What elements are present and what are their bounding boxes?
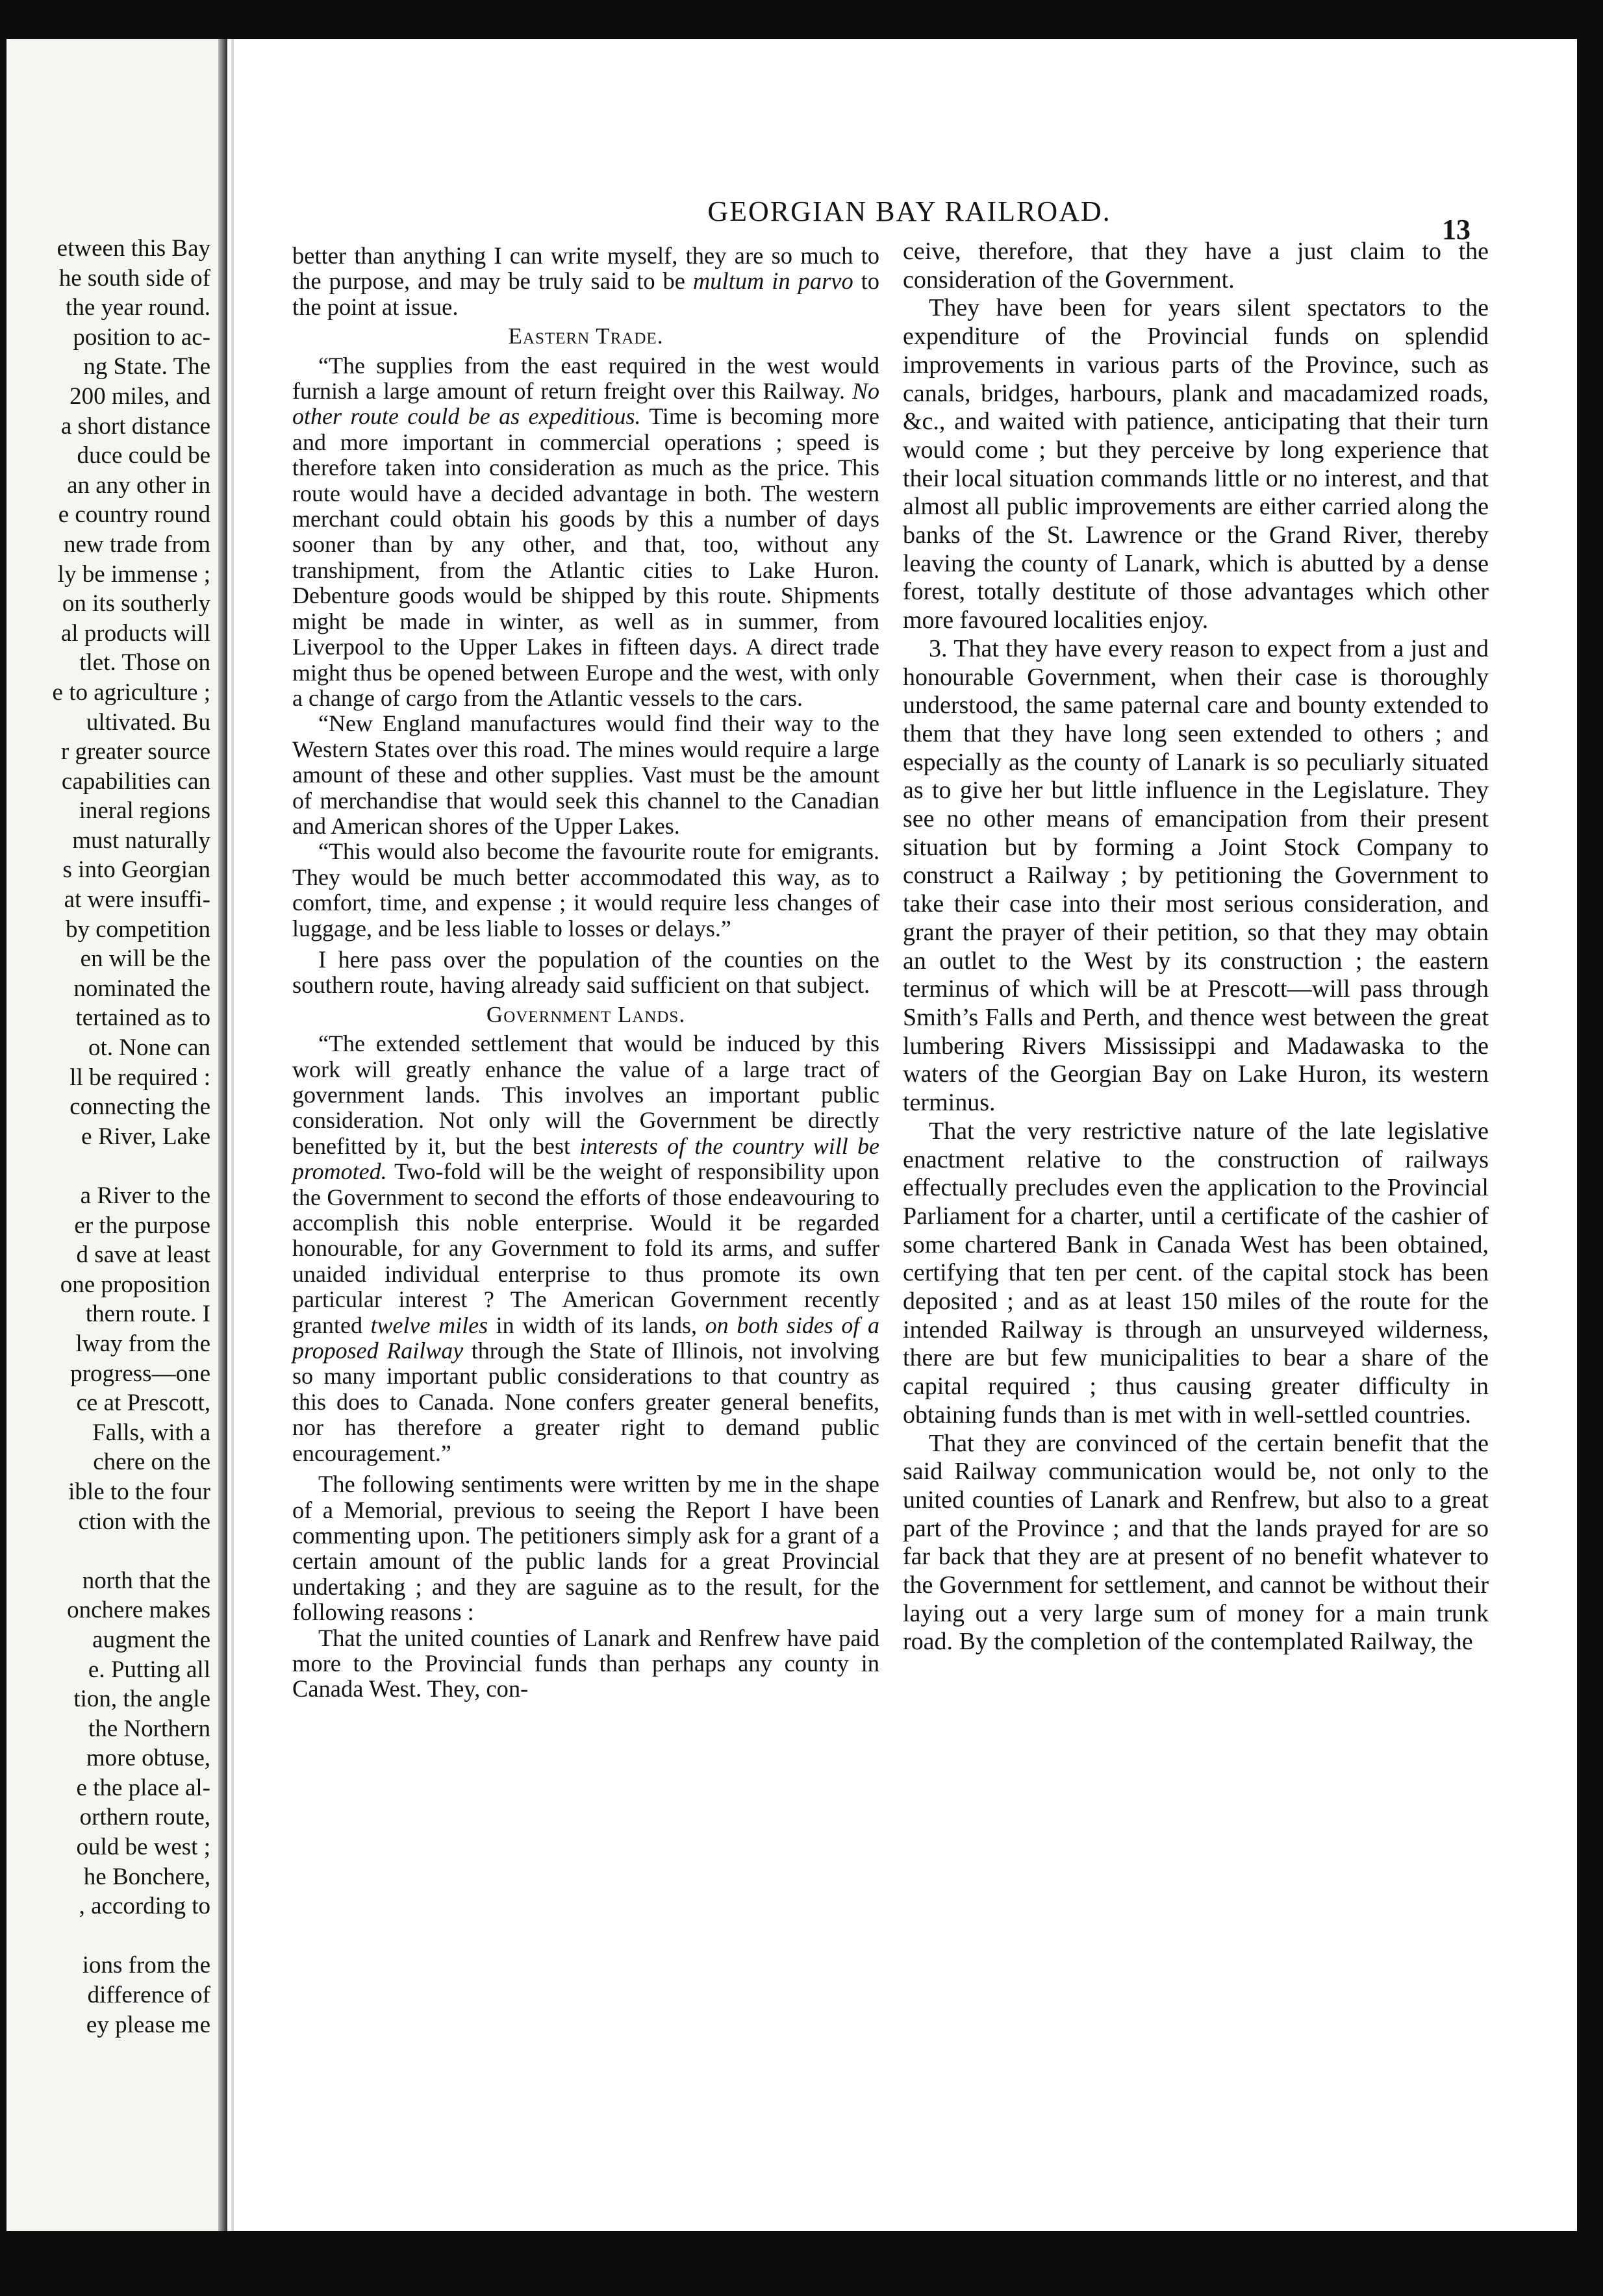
previous-page-line: progress—one: [70, 1360, 210, 1387]
quote-4-italic-3: on both sides of a proposed Railway: [292, 1312, 879, 1364]
previous-page-line: 200 miles, and: [69, 382, 210, 410]
convinced-paragraph: That they are convinced of the certain benefit that the said Railway communication would be, not only to the united counties of Lanark and Renfrew, but also to a great part of the Province ; and that the lands prayed for are so far back that they are at present of no benefit whatever to the Government for settlement, and cannot be without their laying out a very large sum of money for a main trunk road. By the completion of the contemplated Railway, the: [903, 1429, 1489, 1656]
previous-page-line: duce could be: [77, 442, 210, 469]
previous-page-line: s into Georgian: [62, 856, 210, 884]
previous-page-line: at were insuffi-: [64, 886, 210, 914]
previous-page-line: by competition: [66, 916, 210, 943]
previous-page-line: position to ac-: [73, 323, 210, 351]
previous-page-line: lway from the: [75, 1330, 210, 1357]
previous-page-line: e country round: [58, 501, 210, 529]
sentiments-paragraph: The following sentiments were written by me in the shape of a Memorial, previous to seeing the Report I have been commenting upon. The petitioners simply ask for a grant of a certain amount of the public lands for a great Provincial undertaking ; and they are saguine as to the result, for the following reasons :: [292, 1471, 879, 1626]
previous-page-line: the year round.: [66, 294, 210, 321]
previous-page-line: one proposition: [60, 1271, 210, 1298]
previous-page-line: he Bonchere,: [83, 1863, 210, 1890]
opening-end: to the point at issue.: [292, 268, 880, 320]
previous-page-line: ey please me: [86, 2011, 210, 2038]
previous-page-line: more obtuse,: [86, 1745, 210, 1772]
previous-page-line: d save at least: [76, 1242, 210, 1269]
quote-paragraph-2: “New England manufactures would find their way to the Western States over this road. The mines would require a large amount of these and other supplies. Vast must be the amount of merchandise that would seek this channel to the Canadian and American shores of the Upper Lakes.: [292, 710, 879, 839]
previous-page-line: thern route. I: [85, 1301, 210, 1328]
previous-page-line: [6, 1921, 210, 1951]
scan-border-left: [0, 0, 6, 2296]
previous-page-line: en will be the: [80, 945, 210, 973]
previous-page-line: must naturally: [72, 827, 210, 854]
quote-1-text: “The supplies from the east required in the west would furnish a large amount of return freight over this Railway.: [292, 352, 879, 405]
previous-page-line: the Northern: [88, 1715, 210, 1742]
previous-page-line: new trade from: [63, 530, 210, 558]
quote-4-italic-2: twelve miles: [370, 1312, 488, 1338]
previous-page-line: ly be immense ;: [57, 560, 210, 588]
opening-text: better than anything I can write myself, they are so much to the purpose, and may be truly said to be: [292, 242, 879, 295]
opening-paragraph: [292, 243, 879, 319]
quote-4-text-2: Two-fold will be the weight of responsibility upon the Government to second the efforts of those endeavouring to accomplish this noble enterprise. Would it be regarded honourable, for any Government to fold its arms, and suffer unaided individual enterprise to thus promote its own particular interest ? The American Government recently granted: [292, 1158, 879, 1338]
previous-page-line: etween this Bay: [57, 235, 210, 262]
reason-3-paragraph: 3. That they have every reason to expect from a just and honourable Government, when their case is thoroughly understood, the same paternal care and bounty extended to them that they have long seen extended to others ; and especially as the county of Lanark is so peculiarly situated as to give her but little influence in the Legislature. They see no other means of emancipation from their present situation but by forming a Joint Stock Company to construct a Railway ; by petitioning the Government to take their case into their most serious consideration, and grant the prayer of their petition, so that they may obtain an outlet to the West by its construction ; the eastern terminus of which will be at Prescott—will pass through Smith’s Falls and Perth, and thence west between the great lumbering Rivers Mississippi and Madawaska to the waters of the Georgian Bay on Lake Huron, its western terminus.: [903, 634, 1489, 1117]
previous-page-line: nominated the: [73, 975, 210, 1002]
heading-government-lands: Government Lands.: [486, 1001, 686, 1027]
previous-page-line: capabilities can: [61, 767, 210, 795]
previous-page-line: north that the: [82, 1567, 210, 1594]
previous-page-line: , according to: [79, 1893, 210, 1920]
quote-1-rest: Time is becoming more and more important in commercial operations ; speed is therefore taken into consideration as much as the price. This route would have a decided advantage in both. The western merchant could obtain his goods by this a number of days sooner than by any other, and that, too, without any transhipment, from the Atlantic cities to Lake Huron. Debenture goods would be shipped by this route. Shipments might be made in winter, as well as in summer, from Liverpool to the Upper Lakes in fifteen days. A direct trade might thus be opened between Europe and the west, with only a change of cargo from the Atlantic vessels to the cars.: [292, 403, 879, 711]
previous-page-line: e. Putting all: [88, 1656, 210, 1683]
quote-4-text-3: in width of its lands,: [496, 1312, 698, 1338]
previous-page-line: r greater source: [60, 738, 210, 766]
previous-page-line: ultivated. Bu: [86, 708, 210, 736]
previous-page-line: [6, 1151, 210, 1181]
book-spine-gutter: [218, 39, 227, 2231]
opening-italic: multum in parvo: [692, 268, 853, 295]
quote-paragraph-1: [292, 353, 879, 712]
restrictive-paragraph: That the very restrictive nature of the late legislative enactment relative to the construction of railways effectually precludes even the application to the Provincial Parliament for a charter, until a certificate of the cashier of some chartered Bank in Canada West has been obtained, certifying that ten per cent. of the capital stock has been deposited ; and as at least 150 miles of the route for the intended Railway is through an unsurveyed wilderness, there are but few municipalities to bear a share of the capital required ; thus causing greater difficulty in obtaining funds than is met with in well-settled countries.: [903, 1117, 1489, 1429]
previous-page-line: er the purpose: [74, 1212, 210, 1239]
right-column: [903, 238, 1489, 1656]
previous-page-line: tion, the angle: [73, 1686, 210, 1713]
previous-page-text: [6, 234, 210, 2040]
quote-4-text: “The extended settlement that would be induced by this work will greatly enhance the value of a large tract of government lands. This involves an important public consideration. Not only will the Government be directly benefitted by it, but the best: [292, 1030, 879, 1159]
reason-1-paragraph: That the united counties of Lanark and Renfrew have paid more to the Provincial funds than perhaps any county in Canada West. They, con-: [292, 1624, 879, 1703]
scan-border-right: [1577, 0, 1603, 2296]
previous-page-line: an any other in: [67, 471, 210, 499]
scan-border-bottom: [0, 2231, 1603, 2296]
running-head: GEORGIAN BAY RAILROAD.: [707, 195, 1111, 227]
left-column: [292, 243, 879, 1702]
previous-page-line: e River, Lake: [81, 1123, 210, 1150]
continued-paragraph: ceive, therefore, that they have a just claim to the consideration of the Government.: [903, 238, 1489, 293]
previous-page-line: ineral regions: [79, 797, 210, 825]
previous-page-line: al products will: [60, 619, 210, 647]
previous-page-line: orthern route,: [79, 1804, 210, 1831]
previous-page-line: Falls, with a: [92, 1419, 210, 1446]
quote-paragraph-4: [292, 1031, 879, 1466]
previous-page-line: ible to the four: [68, 1478, 210, 1505]
quote-4-text-4: through the State of Illinois, not involving so many important public considerations to that country as this does to Canada. None confers greater general benefits, nor has therefore a greater right to demand public encouragement.”: [292, 1338, 879, 1466]
previous-page-line: on its southerly: [62, 590, 210, 618]
page-number: 13: [1442, 214, 1470, 245]
previous-page-line: tertained as to: [75, 1004, 210, 1032]
previous-page-line: ould be west ;: [76, 1834, 210, 1861]
spectators-paragraph: They have been for years silent spectators to the expenditure of the Provincial funds on splendid improvements in various parts of the Province, such as canals, bridges, harbours, plank and macadamized roads, &c., and waited with patience, anticipating that their turn would come ; but they perceive by long experience that their local situation commands little or no interest, and that almost all public improvements are either carried along the banks of the St. Lawrence or the Grand River, thereby leaving the county of Lanark, which is abutted by a dense forest, totally destitute of those advantages which other more favoured localities enjoy.: [903, 294, 1489, 634]
previous-page-line: a short distance: [60, 412, 210, 440]
previous-page-line: onchere makes: [67, 1597, 210, 1624]
previous-page-line: e to agriculture ;: [52, 679, 210, 706]
quote-1-italic: No other route could be as expeditious.: [292, 378, 880, 430]
previous-page-line: ll be required :: [69, 1064, 210, 1091]
previous-page-line: [6, 1536, 210, 1566]
previous-page-line: augment the: [92, 1626, 210, 1653]
quote-4-italic-1: interests of the country will be promoted.: [292, 1132, 880, 1185]
previous-page-line: e the place al-: [76, 1774, 210, 1801]
previous-page-line: connecting the: [69, 1093, 210, 1121]
population-paragraph: I here pass over the population of the counties on the southern route, having already said sufficient on that subject.: [292, 945, 879, 999]
previous-page-line: tlet. Those on: [79, 649, 210, 677]
previous-page-line: ction with the: [78, 1508, 210, 1535]
quote-paragraph-3: “This would also become the favourite route for emigrants. They would be much better accommodated this way, as to comfort, time, and expense ; it would require less changes of luggage, and be less liable to losses or delays.”: [292, 838, 879, 942]
previous-page-line: difference of: [87, 1982, 210, 2009]
previous-page-line: ions from the: [82, 1952, 210, 1979]
previous-page-line: a River to the: [80, 1182, 210, 1209]
previous-page-line: ce at Prescott,: [76, 1390, 210, 1417]
previous-page-line: ng State. The: [83, 353, 210, 381]
previous-page-line: he south side of: [58, 264, 210, 292]
previous-page-fragment: [6, 39, 227, 2231]
heading-eastern-trade: Eastern Trade.: [508, 323, 664, 349]
previous-page-line: ot. None can: [88, 1034, 210, 1062]
scan-border-top: [0, 0, 1603, 39]
previous-page-line: chere on the: [93, 1449, 210, 1476]
